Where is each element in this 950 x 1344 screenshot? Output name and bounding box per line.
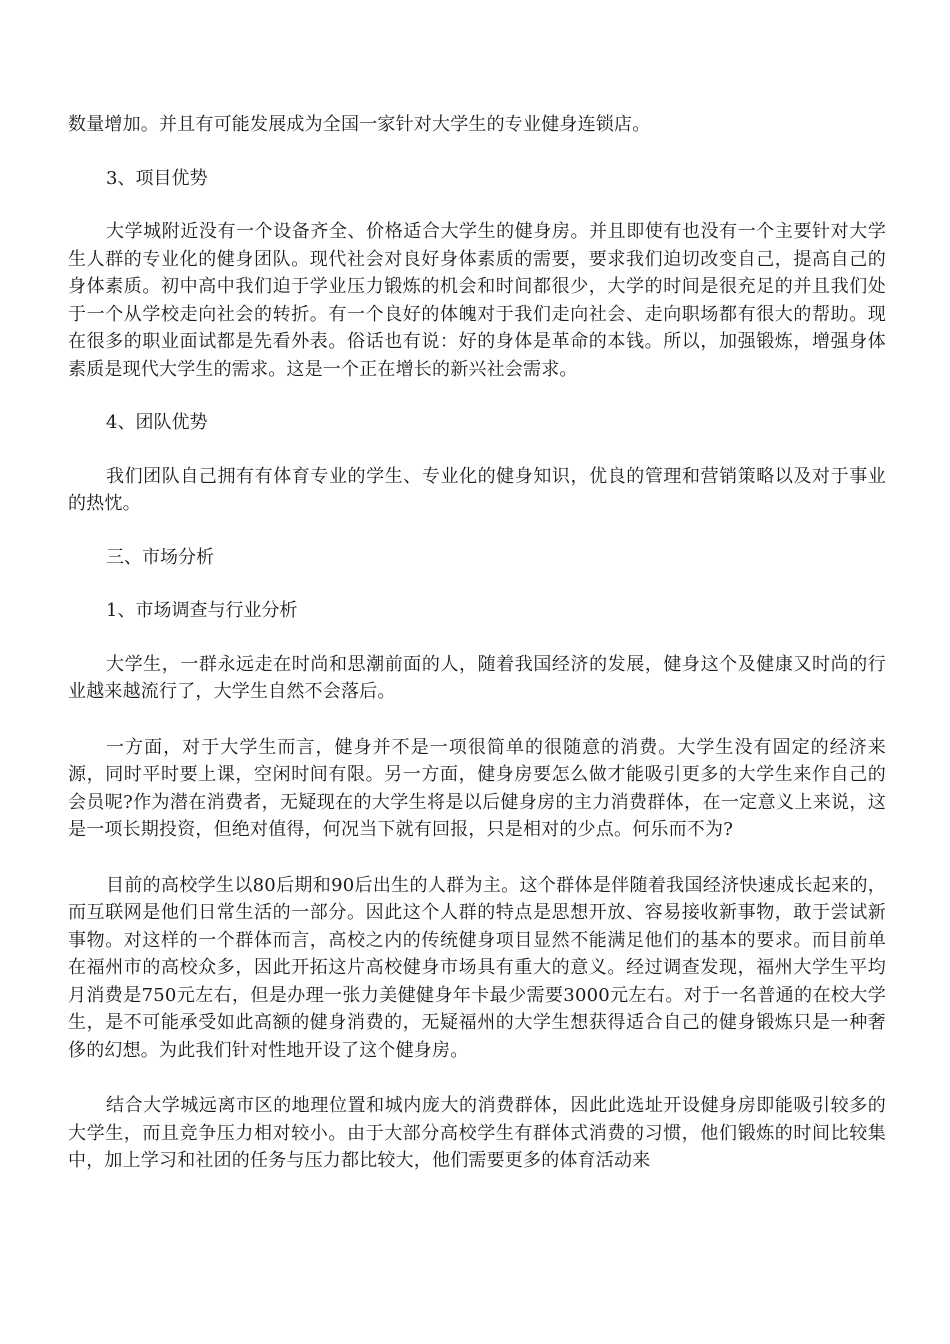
document-page bbox=[68, 111, 886, 1175]
heading-market-analysis: 三、市场分析 bbox=[106, 546, 214, 568]
heading-team-advantage: 4、团队优势 bbox=[106, 412, 208, 433]
heading-project-advantage: 3、项目优势 bbox=[106, 167, 208, 189]
paragraph-students-trend: 大学生，一群永远走在时尚和思潮前面的人，随着我国经济的发展，健身这个及健康又时尚的行业越来越流行了，大学生自然不会落后。 bbox=[68, 653, 886, 702]
paragraph-team-advantage: 我们团队自己拥有有体育专业的学生、专业化的健身知识，优良的管理和营销策略以及对于事业的热忱。 bbox=[68, 465, 886, 514]
paragraph-continuation: 数量增加。并且有可能发展成为全国一家针对大学生的专业健身连锁店。 bbox=[68, 114, 651, 135]
paragraph-location: 结合大学城远离市区的地理位置和城内庞大的消费群体，因此此选址开设健身房即能吸引较多的大学生，而且竞争压力相对较小。由于大部分高校学生有群体式消费的习惯，他们锻炼的时间比较集中，加上学习和社团的任务与压力都比较大，他们需要更多的体育活动来 bbox=[68, 1095, 886, 1171]
paragraph-project-advantage: 大学城附近没有一个设备齐全、价格适合大学生的健身房。并且即使有也没有一个主要针对大学生人群的专业化的健身团队。现代社会对良好身体素质的需要，要求我们迫切改变自己，提高自己的身体素质。初中高中我们迫于学业压力锻炼的机会和时间都很少，大学的时间是很充足的并且我们处于一个从学校走向社会的转折。有一个良好的体魄对于我们走向社会、走向职场都有很大的帮助。现在很多的职业面试都是先看外表。俗话也有说：好的身体是革命的本钱。所以，加强锻炼，增强身体素质是现代大学生的需求。这是一个正在增长的新兴社会需求。 bbox=[68, 221, 886, 380]
paragraph-target-group: 目前的高校学生以80后期和90后出生的人群为主。这个群体是伴随着我国经济快速成长起来的，而互联网是他们日常生活的一部分。因此这个人群的特点是思想开放、容易接收新事物，敢于尝试新事物。对这样的一个群体而言，高校之内的传统健身项目显然不能满足他们的基本的要求。而目前单在福州市的高校众多，因此开拓这片高校健身市场具有重大的意义。经过调查发现，福州大学生平均月消费是750元左右，但是办理一张力美健健身年卡最少需要3000元左右。对于一名普通的在校大学生，是不可能承受如此高额的健身消费的，无疑福州的大学生想获得适合自己的健身锻炼只是一种奢侈的幻想。为此我们针对性地开设了这个健身房。 bbox=[68, 874, 886, 1061]
paragraph-consumption: 一方面，对于大学生而言，健身并不是一项很简单的很随意的消费。大学生没有固定的经济来源，同时平时要上课，空闲时间有限。另一方面，健身房要怎么做才能吸引更多的大学生来作自己的会员呢?作为潜在消费者，无疑现在的大学生将是以后健身房的主力消费群体，在一定意义上来说，这是一项长期投资，但绝对值得，何况当下就有回报，只是相对的少点。何乐而不为? bbox=[68, 736, 886, 840]
heading-market-research: 1、市场调查与行业分析 bbox=[106, 600, 298, 621]
